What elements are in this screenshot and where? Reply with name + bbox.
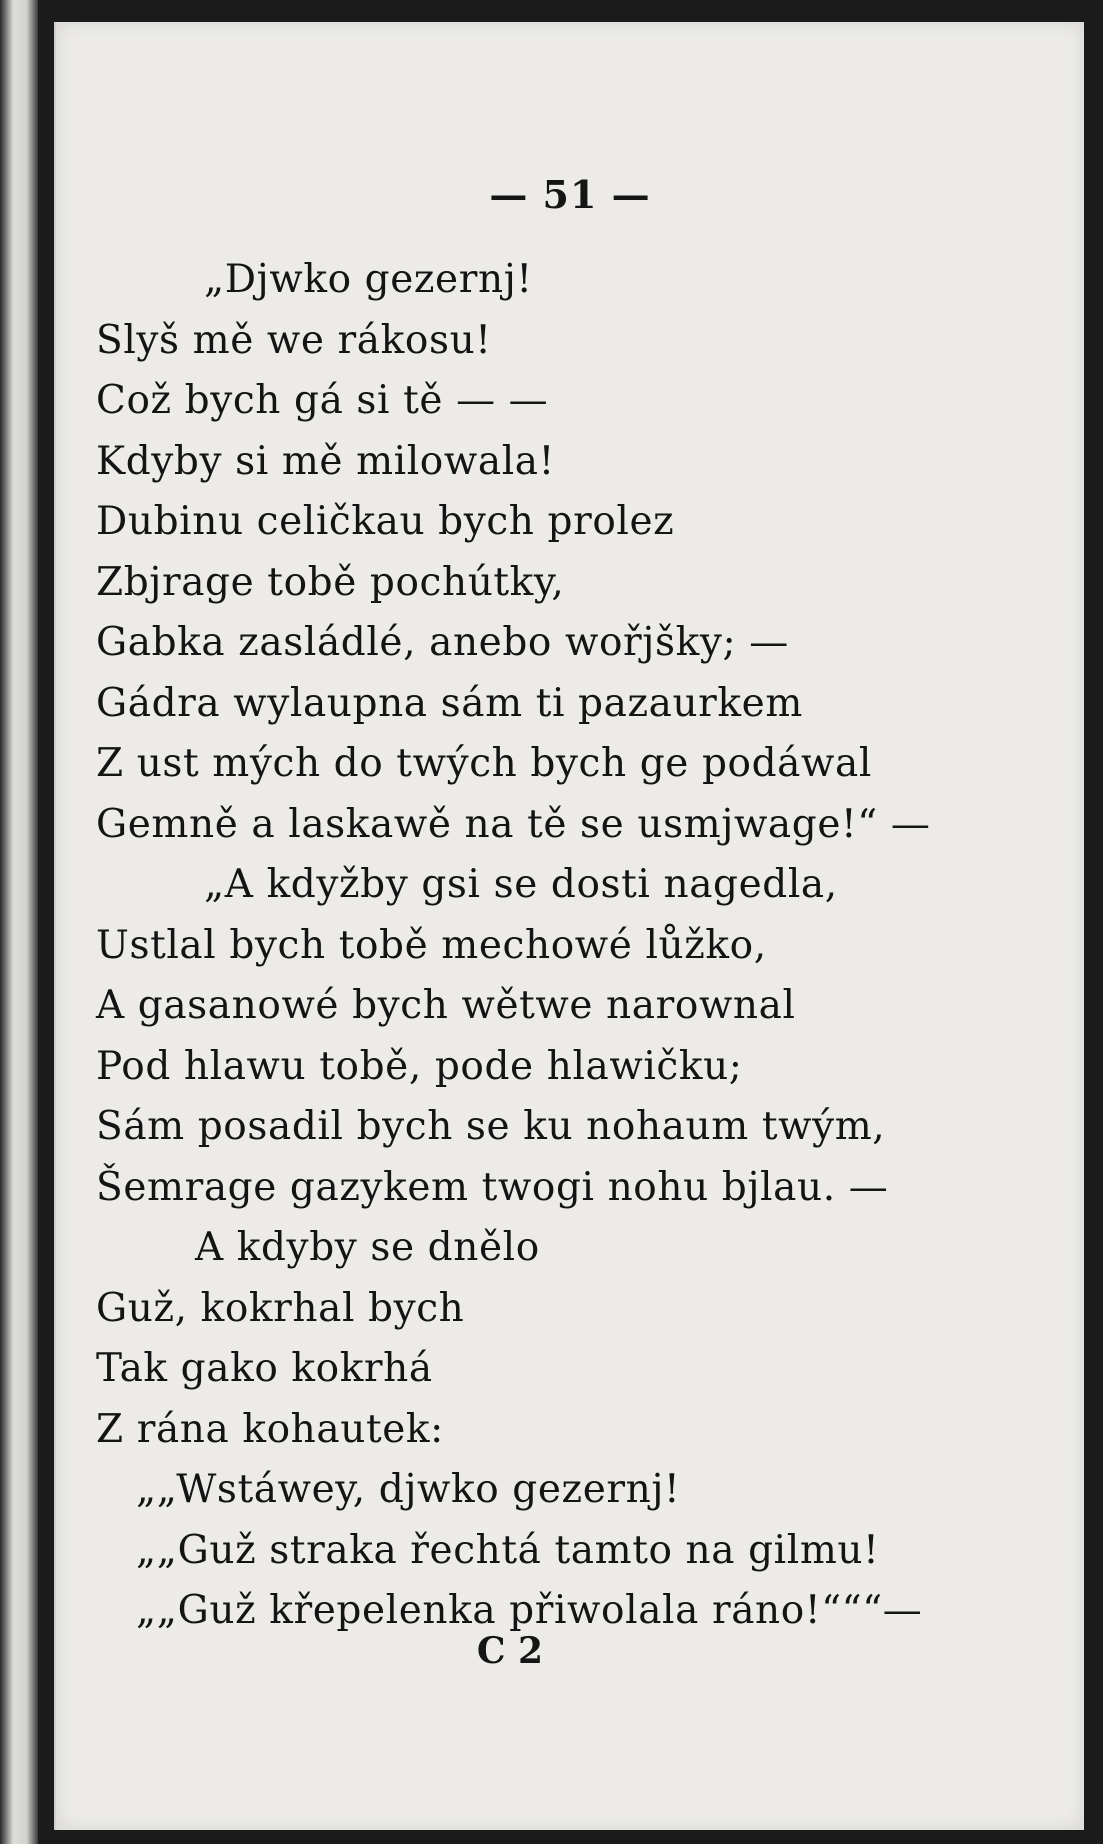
poem-line: Z ust mých do twých bych ge podáwal [96, 741, 872, 786]
page-number: — 51 — [489, 172, 651, 217]
poem-line: Což bych gá si tě — — [96, 378, 549, 423]
poem-line: „„Guž straka řechtá tamto na gilmu! [136, 1527, 880, 1573]
poem-line: Guž, kokrhal bych [96, 1285, 465, 1331]
poem-line: Gemně a laskawě na tě se usmjwage!“ — [96, 801, 931, 847]
poem-line: Tak gako kokrhá [96, 1346, 433, 1391]
previous-page-edge [0, 0, 38, 1844]
poem-line: Zbjrage tobě pochútky, [96, 559, 565, 605]
page-sheet [54, 22, 1084, 1830]
poem-line: Pod hlawu tobě, pode hlawičku; [96, 1043, 743, 1089]
poem-line: Ustlal bych tobě mechowé lůžko, [96, 922, 767, 968]
poem-line: „„Wstáwey, djwko gezernj! [136, 1467, 681, 1512]
poem-line: „„Guž křepelenka přiwolala ráno!“““— [136, 1588, 923, 1633]
poem-line: Sám posadil bych se ku nohaum twým, [96, 1104, 886, 1149]
poem-line: Dubinu celičkau bych prolez [96, 499, 675, 544]
poem-line: A kdyby se dnělo [195, 1225, 540, 1270]
poem-line: Kdyby si mě milowala! [96, 438, 555, 484]
poem-line: Slyš mě we rákosu! [96, 317, 492, 363]
poem-line: „A kdyžby gsi se dosti nagedla, [204, 862, 838, 907]
poem-line: A gasanowé bych wětwe narownal [96, 983, 796, 1028]
poem-line: „Djwko gezernj! [204, 257, 533, 302]
printer-signature: C 2 [476, 1630, 544, 1672]
poem-line: Šemrage gazykem twogi nohu bjlau. — [96, 1164, 889, 1210]
poem-text [96, 250, 1026, 1642]
poem-line: Z rána kohautek: [96, 1406, 444, 1452]
poem-line: Gabka zasládlé, anebo wořjšky; — [96, 620, 789, 665]
poem-line: Gádra wylaupna sám ti pazaurkem [96, 680, 803, 726]
